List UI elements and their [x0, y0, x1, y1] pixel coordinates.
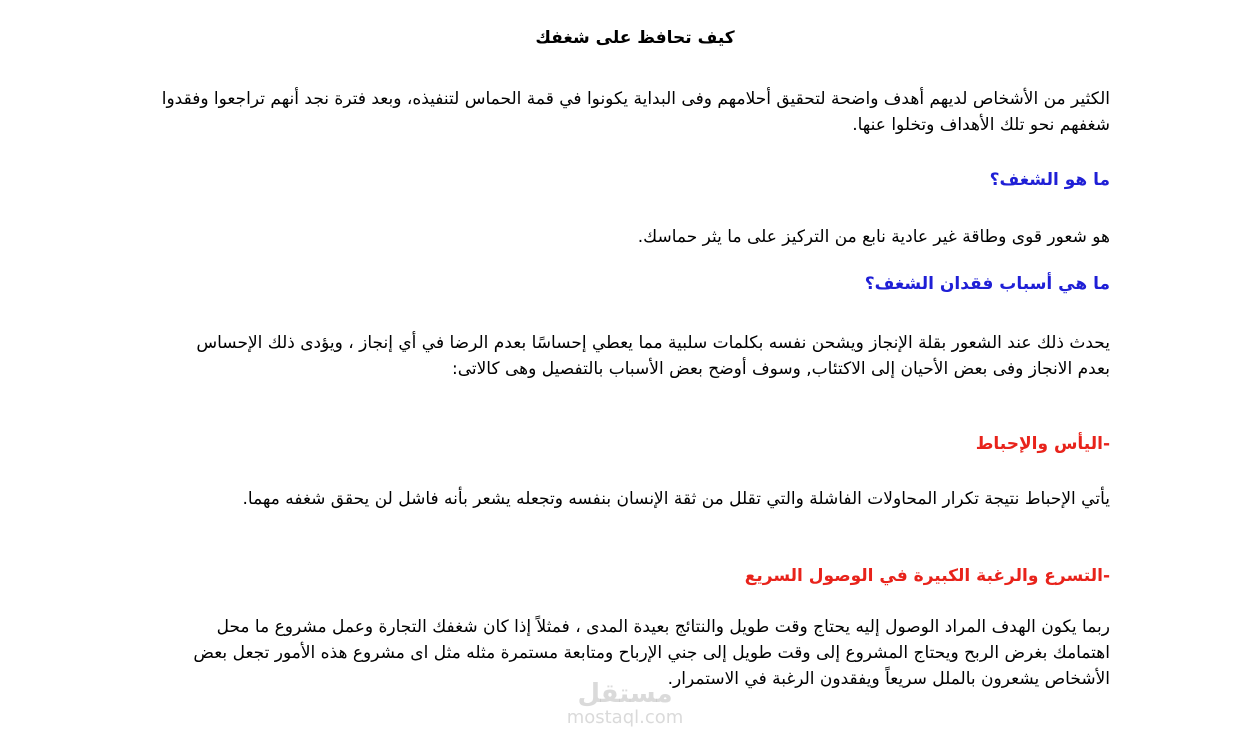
heading-despair: -اليأس والإحباط	[975, 434, 1110, 454]
document-page	[160, 0, 1110, 750]
paragraph-what-is-passion: هو شعور قوى وطاقة غير عادية نابع من التركيز على ما يثر حماسك.	[637, 227, 1110, 247]
watermark-logo: مستقل	[577, 679, 673, 709]
intro-paragraph: الكثير من الأشخاص لديهم أهدف واضحة لتحقيق أحلامهم وفى البداية يكونوا في قمة الحماس لتنفيذه، وبعد فترة نجد أنهم تراجعوا وفقدوا شغفهم نحو تلك الأهداف وتخلوا عنها.	[161, 89, 1110, 135]
heading-what-is-passion: ما هو الشغف؟	[989, 170, 1110, 190]
watermark-domain: mostaql.com	[566, 707, 684, 728]
paragraph-despair: يأتي الإحباط نتيجة تكرار المحاولات الفاشلة والتي تقلل من ثقة الإنسان بنفسه وتجعله يشعر بأنه فاشل لن يحقق شغفه مهما.	[242, 489, 1110, 509]
paragraph-causes: يحدث ذلك عند الشعور بقلة الإنجاز ويشحن نفسه بكلمات سلبية مما يعطي إحساسًا بعدم الرضا في أي إنجاز ، ويؤدى ذلك الإحساس بعدم الانجاز وفى بعض الأحيان إلى الاكتئاب, وسوف أوضح بعض الأسباب بالتفصيل وهى كالاتى:	[196, 333, 1110, 379]
heading-haste: -التسرع والرغبة الكبيرة في الوصول السريع	[744, 566, 1110, 586]
document-title: كيف تحافظ على شغفك	[535, 28, 735, 48]
paragraph-haste: ربما يكون الهدف المراد الوصول إليه يحتاج وقت طويل والنتائج بعيدة المدى ، فمثلاً إذا كان شغفك التجارة وعمل مشروع ما محل اهتمامك بغرض الربح ويحتاج المشروع إلى وقت طويل إلى جني الإرباح ومتابعة مستمرة مثله مثل اى مشروع هذه الأمور تجعل بعض الأشخاص يشعرون بالملل سريعاً ويفقدون الرغبة في الاستمرار.	[193, 617, 1110, 689]
heading-causes: ما هي أسباب فقدان الشغف؟	[864, 274, 1110, 294]
